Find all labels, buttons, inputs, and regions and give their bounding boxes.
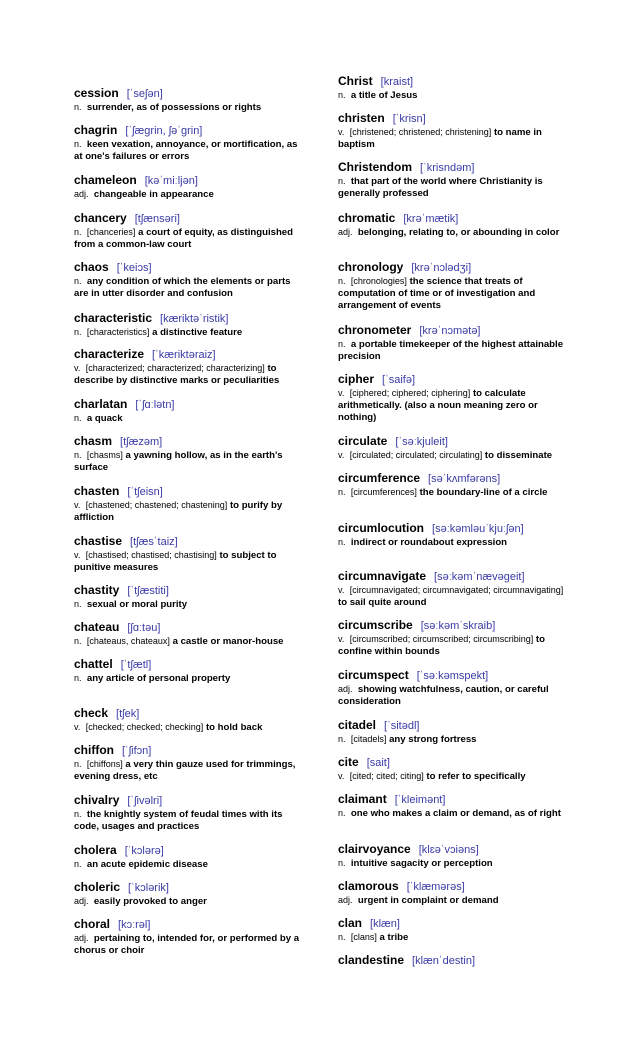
definition	[338, 536, 570, 549]
dictionary-entry	[338, 878, 570, 907]
headword: chancery	[74, 211, 127, 225]
meaning: any article of personal property	[86, 673, 231, 684]
meaning: a yawning hollow, as in the earth's surface	[74, 450, 283, 474]
pronunciation: [ˈkeiɔs]	[116, 262, 152, 274]
part-of-speech: n.	[74, 139, 82, 149]
meaning: a very thin gauze used for trimmings, evening dress, etc	[74, 759, 296, 783]
part-of-speech: adj.	[338, 895, 353, 905]
pronunciation: [ˈsəːkəmspekt]	[416, 670, 489, 682]
headword: chivalry	[74, 793, 120, 807]
headword: clandestine	[338, 953, 405, 967]
dictionary-entry	[74, 433, 306, 474]
entry-head	[338, 568, 570, 584]
definition	[338, 226, 570, 239]
definition	[74, 449, 306, 474]
entry-head	[338, 617, 570, 633]
entry-head	[338, 159, 570, 175]
entry-head	[338, 259, 570, 275]
meaning: one who makes a claim or demand, as of right	[350, 808, 561, 819]
dictionary-entry	[338, 110, 570, 151]
headword: chateau	[74, 620, 120, 634]
definition	[338, 807, 570, 820]
entry-head	[74, 916, 306, 932]
definition	[338, 733, 570, 746]
pronunciation: [krəˈnɔmətə]	[419, 325, 481, 337]
meaning: the science that treats of computation of time or of investigation and arrangement of events	[338, 276, 536, 312]
meaning: a distinctive feature	[152, 327, 243, 338]
dictionary-entry	[338, 520, 570, 549]
word-forms: [chastised; chastised; chastising]	[85, 550, 217, 560]
dictionary-entry	[74, 122, 306, 163]
definition	[74, 101, 306, 114]
pronunciation: [kæriktəˈristik]	[160, 313, 229, 325]
part-of-speech: n.	[74, 673, 82, 683]
pronunciation: [ˈkæriktəraiz]	[152, 349, 216, 361]
headword: chasten	[74, 484, 120, 498]
headword: choral	[74, 917, 111, 931]
definition	[338, 894, 570, 907]
pronunciation: [kəˈmiːljən]	[144, 175, 198, 187]
entry-head	[74, 705, 306, 721]
entry-head	[338, 371, 570, 387]
dictionary-entry	[338, 259, 570, 313]
entry-head	[74, 842, 306, 858]
dictionary-entry	[74, 259, 306, 300]
definition	[74, 138, 306, 163]
dictionary-entry	[74, 656, 306, 685]
meaning: to subject to punitive measures	[74, 550, 277, 574]
dictionary-entry	[338, 210, 570, 239]
meaning: an acute epidemic disease	[86, 859, 208, 870]
definition	[338, 683, 570, 708]
pronunciation: [ˈseʃən]	[126, 88, 163, 100]
word-forms: [chasms]	[86, 450, 123, 460]
dictionary-entry	[74, 916, 306, 957]
dictionary-entry	[338, 952, 570, 968]
pronunciation: [klænˈdestin]	[412, 955, 476, 967]
definition	[74, 412, 306, 425]
part-of-speech: n.	[74, 636, 82, 646]
dictionary-entry	[74, 310, 306, 339]
pronunciation: [kɔːrəl]	[118, 919, 151, 931]
pronunciation: [klɛəˈvɔiəns]	[418, 844, 479, 856]
entry-head	[338, 841, 570, 857]
headword: cholera	[74, 843, 117, 857]
definition	[74, 721, 306, 734]
dictionary-entry	[338, 791, 570, 820]
pronunciation: [klæn]	[370, 918, 400, 930]
definition	[74, 895, 306, 908]
entry-head	[338, 717, 570, 733]
meaning: the knightly system of feudal times with its code, usages and practices	[74, 809, 283, 833]
pronunciation: [ˈsaifə]	[382, 374, 416, 386]
definition	[74, 226, 306, 251]
meaning: intuitive sagacity or perception	[350, 858, 493, 869]
entry-head	[338, 878, 570, 894]
headword: charlatan	[74, 397, 128, 411]
word-forms: [clans]	[350, 932, 377, 942]
part-of-speech: n.	[338, 537, 346, 547]
meaning: keen vexation, annoyance, or mortification, as at one's failures or errors	[74, 139, 298, 163]
definition	[74, 672, 306, 685]
pronunciation: [tʃæzəm]	[120, 436, 163, 448]
dictionary-entry	[74, 879, 306, 908]
definition	[338, 486, 570, 499]
headword: characterize	[74, 347, 145, 361]
headword: chastise	[74, 534, 123, 548]
headword: circumscribe	[338, 618, 413, 632]
headword: circumnavigate	[338, 569, 427, 583]
part-of-speech: v.	[338, 388, 345, 398]
meaning: to hold back	[205, 722, 263, 733]
meaning: to disseminate	[484, 450, 553, 461]
word-forms: [chronologies]	[350, 276, 407, 286]
definition	[338, 584, 570, 609]
word-forms: [ciphered; ciphered; ciphering]	[349, 388, 471, 398]
definition	[74, 326, 306, 339]
part-of-speech: n.	[74, 102, 82, 112]
pronunciation: [kraist]	[380, 76, 414, 88]
part-of-speech: n.	[74, 450, 82, 460]
dictionary-entry	[74, 396, 306, 425]
entry-head	[338, 322, 570, 338]
definition	[74, 499, 306, 524]
entry-head	[338, 433, 570, 449]
entry-head	[338, 952, 570, 968]
definition	[74, 932, 306, 957]
definition	[74, 858, 306, 871]
headword: chronology	[338, 260, 404, 274]
headword: claimant	[338, 792, 387, 806]
dictionary-entry	[338, 667, 570, 708]
meaning: a tribe	[379, 932, 409, 943]
part-of-speech: adj.	[338, 227, 353, 237]
part-of-speech: adj.	[338, 684, 353, 694]
pronunciation: [ˈʃifɔn]	[122, 745, 152, 757]
dictionary-entry	[74, 582, 306, 611]
pronunciation: [ˈtʃæstiti]	[127, 585, 169, 597]
meaning: that part of the world where Christianity is generally professed	[338, 176, 543, 200]
definition	[74, 549, 306, 574]
entry-head	[338, 667, 570, 683]
dictionary-entry	[338, 73, 570, 102]
word-forms: [circumnavigated; circumnavigated; circumnavigating]	[349, 585, 564, 595]
part-of-speech: n.	[74, 599, 82, 609]
pronunciation: [ˈʃɑːlətn]	[135, 399, 175, 411]
pronunciation: [ˈkɔlərə]	[124, 845, 164, 857]
pronunciation: [səːkəmˈnævəɡeit]	[434, 571, 525, 583]
pronunciation: [ˈʃivəlri]	[127, 795, 163, 807]
headword: circumlocution	[338, 521, 425, 535]
pronunciation: [ʃɑːtəu]	[127, 622, 161, 634]
dictionary-entry	[74, 533, 306, 574]
pronunciation: [ˈkleimənt]	[394, 794, 446, 806]
pronunciation: [ˈtʃætl]	[120, 659, 152, 671]
entry-head	[74, 656, 306, 672]
headword: Christ	[338, 74, 373, 88]
entry-head	[338, 470, 570, 486]
headword: circumspect	[338, 668, 409, 682]
headword: check	[74, 706, 109, 720]
dictionary-entry	[338, 470, 570, 499]
headword: chaos	[74, 260, 109, 274]
part-of-speech: v.	[338, 127, 345, 137]
part-of-speech: n.	[338, 90, 346, 100]
pronunciation: [krəˈnɔlədʒi]	[411, 262, 472, 274]
headword: clairvoyance	[338, 842, 411, 856]
headword: choleric	[74, 880, 121, 894]
definition	[338, 387, 570, 425]
dictionary-entry	[74, 842, 306, 871]
part-of-speech: n.	[338, 487, 346, 497]
headword: chagrin	[74, 123, 118, 137]
entry-head	[74, 483, 306, 499]
headword: chromatic	[338, 211, 396, 225]
definition	[338, 338, 570, 363]
word-forms: [circumscribed; circumscribed; circumscribing]	[349, 634, 534, 644]
entry-head	[74, 879, 306, 895]
meaning: indirect or roundabout expression	[350, 537, 508, 548]
headword: chasm	[74, 434, 113, 448]
meaning: the boundary-line of a circle	[419, 487, 548, 498]
part-of-speech: v.	[74, 500, 81, 510]
word-forms: [christened; christened; christening]	[349, 127, 492, 137]
part-of-speech: n.	[338, 932, 346, 942]
entry-head	[74, 742, 306, 758]
part-of-speech: n.	[338, 858, 346, 868]
pronunciation: [ˈkrisndəm]	[420, 162, 475, 174]
meaning: any strong fortress	[389, 734, 477, 745]
entry-head	[74, 210, 306, 226]
word-forms: [characterized; characterized; characterizing]	[85, 363, 265, 373]
pronunciation: [tʃænsəri]	[134, 213, 180, 225]
headword: chameleon	[74, 173, 137, 187]
meaning: to sail quite around	[338, 597, 427, 609]
definition	[74, 635, 306, 648]
pronunciation: [səːkəmləuˈkjuːʃən]	[432, 523, 524, 535]
meaning: easily provoked to anger	[93, 896, 207, 907]
pronunciation: [ˈsitədl]	[384, 720, 420, 732]
dictionary-entry	[338, 159, 570, 200]
headword: circulate	[338, 434, 388, 448]
headword: christen	[338, 111, 385, 125]
word-forms: [chiffons]	[86, 759, 123, 769]
entry-head	[338, 520, 570, 536]
entry-head	[74, 792, 306, 808]
part-of-speech: v.	[338, 450, 345, 460]
pronunciation: [sait]	[366, 757, 390, 769]
entry-head	[338, 210, 570, 226]
meaning: to purify by affliction	[74, 500, 283, 524]
entry-head	[338, 791, 570, 807]
meaning: to calculate arithmetically. (also a noun meaning zero or nothing)	[338, 388, 538, 424]
entry-head	[74, 259, 306, 275]
part-of-speech: n.	[74, 327, 82, 337]
word-forms: [checked; checked; checking]	[85, 722, 204, 732]
definition	[74, 758, 306, 783]
pronunciation: [tʃek]	[116, 708, 140, 720]
meaning: belonging, relating to, or abounding in color	[357, 227, 560, 238]
meaning: changeable in appearance	[93, 189, 214, 200]
entry-head	[338, 915, 570, 931]
word-forms: [chateaus, chateaux]	[86, 636, 170, 646]
part-of-speech: v.	[338, 771, 345, 781]
dictionary-entry	[338, 371, 570, 425]
dictionary-entry	[338, 617, 570, 658]
headword: chiffon	[74, 743, 114, 757]
meaning: urgent in complaint or demand	[357, 895, 499, 906]
meaning: a title of Jesus	[350, 90, 418, 101]
word-forms: [circulated; circulated; circulating]	[349, 450, 483, 460]
meaning: a castle or manor-house	[172, 636, 284, 647]
definition	[338, 449, 570, 462]
entry-head	[74, 619, 306, 635]
dictionary-entry	[74, 792, 306, 833]
headword: cite	[338, 755, 359, 769]
word-forms: [citadels]	[350, 734, 387, 744]
part-of-speech: n.	[74, 809, 82, 819]
headword: cession	[74, 86, 119, 100]
definition	[338, 857, 570, 870]
definition	[74, 275, 306, 300]
definition	[74, 808, 306, 833]
pronunciation: [ˈtʃeisn]	[127, 486, 163, 498]
part-of-speech: v.	[74, 722, 81, 732]
dictionary-entry	[338, 322, 570, 363]
entry-head	[74, 582, 306, 598]
headword: clan	[338, 916, 363, 930]
dictionary-entry	[74, 210, 306, 251]
dictionary-entry	[338, 915, 570, 944]
headword: characteristic	[74, 311, 153, 325]
part-of-speech: n.	[74, 413, 82, 423]
part-of-speech: v.	[74, 363, 81, 373]
dictionary-entry	[74, 742, 306, 783]
dictionary-entry	[338, 841, 570, 870]
definition	[74, 598, 306, 611]
definition	[338, 633, 570, 658]
pronunciation: [tʃæsˈtaiz]	[130, 536, 178, 548]
pronunciation: [ˈklæmərəs]	[406, 881, 465, 893]
entry-head	[74, 533, 306, 549]
meaning: to name in baptism	[338, 127, 542, 151]
entry-head	[74, 396, 306, 412]
pronunciation: [səːkəmˈskraib]	[420, 620, 496, 632]
part-of-speech: n.	[74, 227, 82, 237]
part-of-speech: n.	[338, 808, 346, 818]
part-of-speech: n.	[338, 734, 346, 744]
word-forms: [chanceries]	[86, 227, 136, 237]
part-of-speech: n.	[74, 859, 82, 869]
dictionary-entry	[338, 754, 570, 783]
headword: clamorous	[338, 879, 399, 893]
definition	[338, 275, 570, 313]
entry-head	[338, 754, 570, 770]
word-forms: [cited; cited; citing]	[349, 771, 424, 781]
definition	[338, 770, 570, 783]
entry-head	[74, 433, 306, 449]
entry-head	[74, 346, 306, 362]
part-of-speech: n.	[338, 176, 346, 186]
part-of-speech: n.	[338, 339, 346, 349]
part-of-speech: adj.	[74, 189, 89, 199]
pronunciation: [ˈsəːkjuleit]	[395, 436, 448, 448]
dictionary-entry	[338, 568, 570, 609]
meaning: to describe by distinctive marks or peculiarities	[74, 363, 280, 387]
word-forms: [characteristics]	[86, 327, 150, 337]
entry-head	[74, 310, 306, 326]
definition	[338, 89, 570, 102]
entry-head	[74, 85, 306, 101]
entry-head	[74, 172, 306, 188]
dictionary-entry	[74, 85, 306, 114]
part-of-speech: v.	[338, 585, 345, 595]
pronunciation: [krəˈmætik]	[403, 213, 459, 225]
definition	[74, 188, 306, 201]
entry-head	[74, 122, 306, 138]
definition	[338, 931, 570, 944]
headword: circumference	[338, 471, 421, 485]
definition	[338, 126, 570, 151]
headword: chattel	[74, 657, 113, 671]
pronunciation: [ˈʃæɡrin, ʃəˈɡrin]	[125, 125, 203, 137]
word-forms: [circumferences]	[350, 487, 417, 497]
dictionary-entry	[74, 705, 306, 734]
meaning: a portable timekeeper of the highest attainable precision	[338, 339, 564, 363]
dictionary-entry	[74, 619, 306, 648]
part-of-speech: v.	[338, 634, 345, 644]
pronunciation: [ˈkɔlərik]	[128, 882, 169, 894]
part-of-speech: adj.	[74, 933, 89, 943]
meaning: to refer to specifically	[426, 771, 526, 782]
pronunciation: [ˈkrisn]	[392, 113, 426, 125]
dictionary-entry	[338, 717, 570, 746]
dictionary-entry	[338, 433, 570, 462]
headword: Christendom	[338, 160, 413, 174]
meaning: any condition of which the elements or parts are in utter disorder and confusion	[74, 276, 291, 300]
part-of-speech: n.	[338, 276, 346, 286]
meaning: a quack	[86, 413, 123, 424]
definition	[338, 175, 570, 200]
entry-head	[338, 73, 570, 89]
headword: chronometer	[338, 323, 412, 337]
entry-head	[338, 110, 570, 126]
pronunciation: [səˈkʌmfərəns]	[428, 473, 501, 485]
headword: chastity	[74, 583, 120, 597]
headword: citadel	[338, 718, 377, 732]
meaning: sexual or moral purity	[86, 599, 188, 610]
part-of-speech: adj.	[74, 896, 89, 906]
part-of-speech: n.	[74, 759, 82, 769]
meaning: to confine within bounds	[338, 634, 545, 658]
meaning: pertaining to, intended for, or performed by a chorus or choir	[74, 933, 300, 957]
headword: cipher	[338, 372, 375, 386]
meaning: showing watchfulness, caution, or careful consideration	[338, 684, 549, 708]
part-of-speech: n.	[74, 276, 82, 286]
dictionary-entry	[74, 346, 306, 387]
dictionary-entry	[74, 172, 306, 201]
dictionary-entry	[74, 483, 306, 524]
word-forms: [chastened; chastened; chastening]	[85, 500, 228, 510]
meaning: a court of equity, as distinguished from a common-law court	[74, 227, 294, 251]
definition	[74, 362, 306, 387]
part-of-speech: v.	[74, 550, 81, 560]
meaning: surrender, as of possessions or rights	[86, 102, 262, 113]
